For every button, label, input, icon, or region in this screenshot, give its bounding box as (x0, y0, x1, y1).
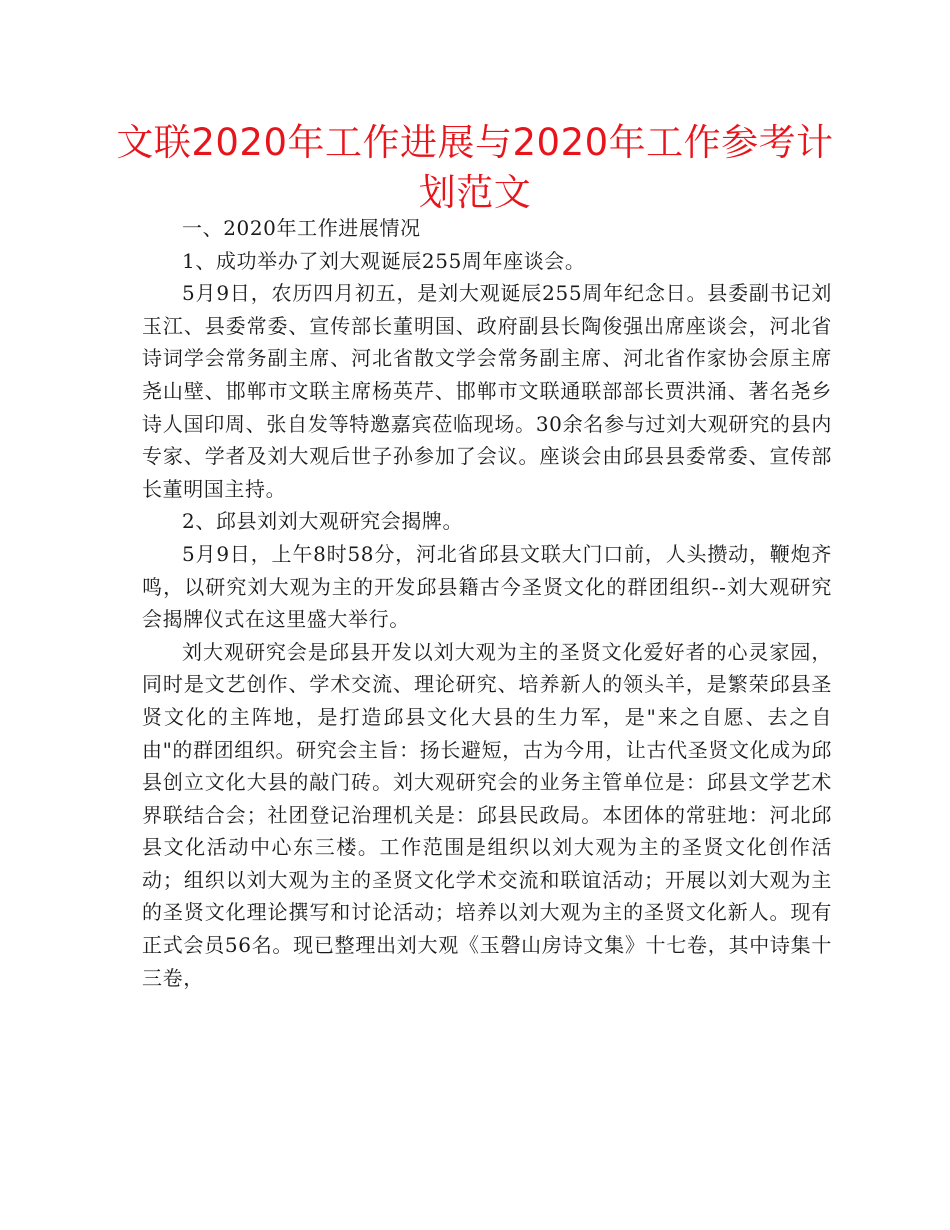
item-heading-1: 1、成功举办了刘大观诞辰255周年座谈会。 (182, 248, 586, 273)
document-body (142, 212, 832, 994)
document-title: 文联2020年工作进展与2020年工作参考计划范文 (116, 121, 834, 214)
section-heading: 一、2020年工作进展情况 (182, 216, 421, 240)
paragraph-symposium: 5月9日，农历四月初五，是刘大观诞辰255周年纪念日。县委副书记刘玉江、县委常委、宣传部长董明国、政府副县长陶俊强出席座谈会，河北省诗词学会常务副主席、河北省散文学会常务副主席、河北省作家协会原主席尧山壁、邯郸市文联主席杨英芹、邯郸市文联通联部部长贾洪涌、著名尧乡诗人国印周、张自发等特邀嘉宾莅临现场。30余名参与过刘大观研究的县内专家、学者及刘大观后世子孙参加了会议。座谈会由邱县县委常委、宣传部长董明国主持。 (142, 281, 832, 501)
paragraph-unveiling: 5月9日，上午8时58分，河北省邱县文联大门口前，人头攒动，鞭炮齐鸣，以研究刘大观为主的开发邱县籍古今圣贤文化的群团组织--刘大观研究会揭牌仪式在这里盛大举行。 (142, 541, 832, 632)
paragraph-society: 刘大观研究会是邱县开发以刘大观为主的圣贤文化爱好者的心灵家园，同时是文艺创作、学术交流、理论研究、培养新人的领头羊，是繁荣邱县圣贤文化的主阵地，是打造邱县文化大县的生力军，是"来之自愿、去之自由"的群团组织。研究会主旨：扬长避短，古为今用，让古代圣贤文化成为邱县创立文化大县的敲门砖。刘大观研究会的业务主管单位是：邱县文学艺术界联结合会；社团登记治理机关是：邱县民政局。本团体的常驻地：河北邱县文化活动中心东三楼。工作范围是组织以刘大观为主的圣贤文化创作活动；组织以刘大观为主的圣贤文化学术交流和联谊活动；开展以刘大观为主的圣贤文化理论撰写和讨论活动；培养以刘大观为主的圣贤文化新人。现有正式会员56名。现已整理出刘大观《玉磬山房诗文集》十七卷，其中诗集十三卷， (142, 639, 832, 990)
item-heading-2: 2、邱县刘刘大观研究会揭牌。 (182, 509, 464, 534)
